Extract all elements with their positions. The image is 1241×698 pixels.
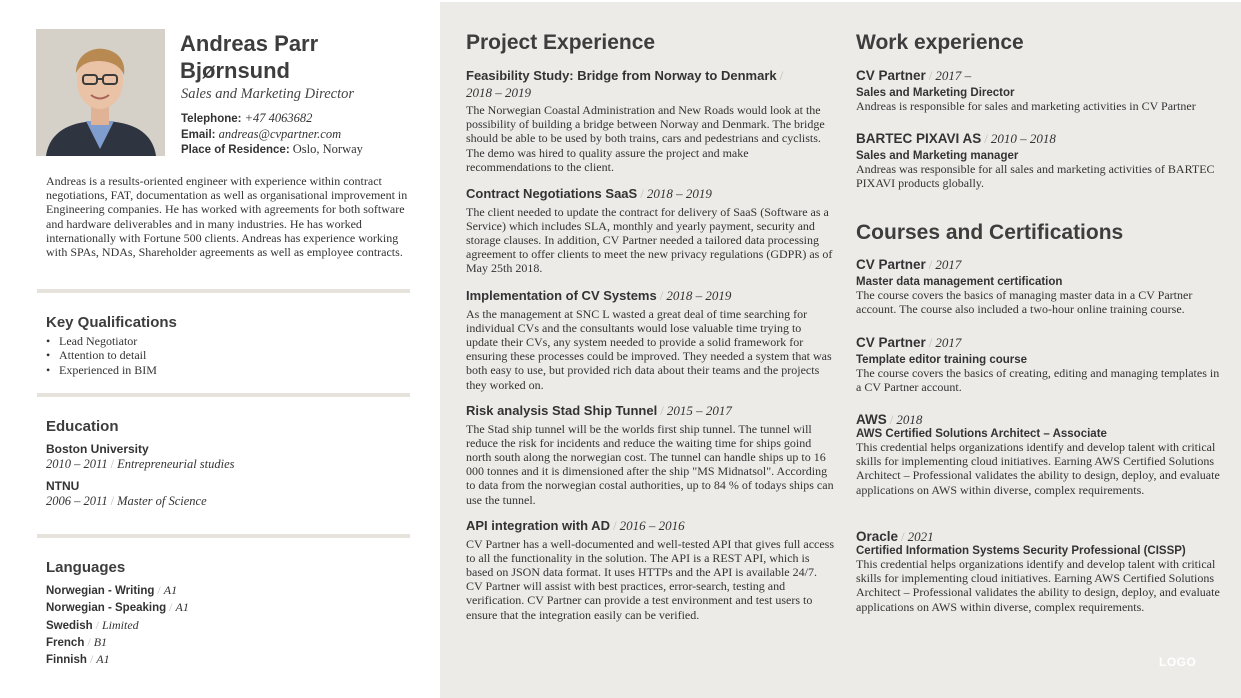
list-item: • Experienced in BIM — [46, 363, 157, 377]
contact-residence — [181, 142, 431, 157]
project-description: The Norwegian Coastal Administration and New Roads would look at the possibility of building a bridge between Norway and Denmark. The bridge should be able to be used by both trains, cars and pedestrians and cyclists. The demo was hired to quality assure the project and make recommendations to the client. — [466, 103, 825, 174]
language-name: Norwegian - Speaking — [46, 602, 167, 614]
work-description: Andreas is responsible for sales and marketing activities in CV Partner — [856, 99, 1196, 113]
course-year: 2021 — [907, 529, 934, 544]
course-org: Oracle — [856, 529, 899, 544]
course-name: Template editor training course — [856, 354, 1028, 366]
language-name: Norwegian - Writing — [46, 585, 155, 597]
languages-heading: Languages — [46, 559, 126, 576]
separator: / — [87, 635, 91, 649]
email-value[interactable]: andreas@cvpartner.com — [218, 127, 342, 141]
work-years: 2010 – 2018 — [990, 131, 1056, 146]
language-name: French — [46, 637, 85, 649]
separator: / — [612, 518, 617, 533]
separator: / — [640, 186, 644, 201]
courses-heading: Courses and Certifications — [856, 221, 1124, 244]
project-item — [466, 403, 834, 507]
separator: / — [659, 288, 664, 303]
separator: / — [95, 618, 99, 632]
project-item — [466, 186, 834, 276]
divider — [37, 289, 410, 293]
residence-label: Place of Residence: — [181, 144, 290, 156]
education-degree: Entrepreneurial studies — [117, 457, 235, 471]
contact-telephone — [181, 111, 431, 126]
course-org: AWS — [856, 412, 887, 427]
separator: / — [157, 583, 161, 597]
course-description: This credential helps organizations identify and develop talent with critical skills for implementing cloud initiatives. Earning AWS Certified Solutions Architect – Professional validates the ability to design, deploy, and evaluate applications on AWS within diverse, complex requirements. — [856, 557, 1220, 614]
project-description: CV Partner has a well-documented and well-tested API that gives full access to all the functionality in the solution. The API is a REST API, which is based on JSON data format. It uses HTTPs and the API is available 24/7. CV Partner will assist with best practices, error-search, testing and verification. CV Partner can provide a test environment and test users to ensure that the integration easily can be verified. — [466, 536, 835, 622]
project-title — [466, 68, 834, 101]
project-years: 2018 – 2019 — [666, 288, 732, 303]
telephone-value: +47 4063682 — [244, 111, 313, 125]
language-item — [46, 652, 110, 667]
separator: / — [110, 494, 115, 508]
course-year: 2017 — [935, 257, 962, 272]
education-detail — [46, 494, 207, 509]
language-level: Limited — [102, 618, 139, 632]
work-company: BARTEC PIXAVI AS — [856, 131, 982, 146]
project-years: 2018 – 2019 — [466, 84, 531, 100]
language-item — [46, 618, 139, 633]
company-logo: LOGO — [1159, 655, 1197, 669]
project-title — [466, 186, 834, 203]
separator: / — [889, 412, 894, 427]
course-item — [856, 257, 1226, 316]
key-qualifications-list — [46, 334, 157, 377]
education-years: 2006 – 2011 — [46, 494, 108, 508]
separator: / — [110, 457, 115, 471]
language-name: Swedish — [46, 620, 93, 632]
course-org: CV Partner — [856, 257, 926, 272]
separator: / — [89, 652, 94, 666]
profile-photo — [36, 29, 165, 156]
course-header — [856, 257, 1226, 273]
residence-value: Oslo, Norway — [292, 142, 363, 156]
course-description: The course covers the basics of creating, editing and managing templates in a CV Partner account. — [856, 366, 1220, 395]
list-item: • Lead Negotiator — [46, 334, 157, 348]
work-role: Sales and Marketing manager — [856, 150, 1019, 162]
course-description: The course covers the basics of managing master data in a CV Partner account. The course also included a two-hour online training course. — [856, 288, 1193, 317]
project-title — [466, 288, 834, 305]
project-years: 2018 – 2019 — [646, 186, 712, 201]
separator: / — [779, 68, 784, 83]
project-description: The client needed to update the contract for delivery of SaaS (Software as a Service) which includes SLA, monthly and yearly payment, security and storage clauses. In addition, CV Partner needed a tailored data processing agreement to offer clients to meet the new privacy regulations (GDPR) as of May 25th 2018. — [466, 204, 833, 276]
work-header — [856, 131, 1226, 147]
course-description: This credential helps organizations identify and develop talent with critical skills for implementing cloud initiatives. Earning AWS Certified Solutions Architect – Professional validates the ability to design, deploy, and evaluate applications on AWS within diverse, complex requirements. — [856, 440, 1220, 497]
project-years: 2016 – 2016 — [619, 518, 685, 533]
project-experience-heading: Project Experience — [466, 31, 656, 54]
education-degree: Master of Science — [117, 494, 207, 508]
course-name: Certified Information Systems Security Professional (CISSP) — [856, 545, 1186, 557]
project-name: API integration with AD — [466, 518, 610, 533]
work-experience-heading: Work experience — [856, 31, 1024, 54]
work-description: Andreas was responsible for all sales and marketing activities of BARTEC PIXAVI products globally. — [856, 162, 1215, 191]
language-level: A1 — [163, 583, 178, 597]
course-item — [856, 335, 1226, 394]
list-item: • Attention to detail — [46, 348, 157, 362]
work-item — [856, 131, 1226, 190]
work-role: Sales and Marketing Director — [856, 87, 1015, 99]
profile-summary: Andreas is a results-oriented engineer with experience within contract negotiations, FAT, documentation as well as organisational improvement in Engineering companies. He has worked with agreements for both software and hardware deliverables and in many industries. He has worked internationally with Fortune 500 clients. Andreas has experience working with SPAs, NDAs, Shareholder agreements as well as employee contracts. — [46, 174, 408, 260]
course-name: Master data management certification — [856, 276, 1063, 288]
language-name: Finnish — [46, 654, 87, 666]
contact-email — [181, 127, 431, 142]
project-item — [466, 518, 834, 622]
project-title — [466, 403, 834, 420]
profile-name: Andreas Parr Bjørnsund — [180, 31, 319, 83]
separator: / — [928, 257, 933, 272]
separator: / — [984, 131, 988, 146]
course-name: AWS Certified Solutions Architect – Associate — [856, 428, 1107, 440]
divider — [37, 393, 410, 397]
language-level: A1 — [175, 600, 189, 614]
project-item — [466, 288, 834, 392]
separator: / — [901, 529, 905, 544]
education-years: 2010 – 2011 — [46, 457, 108, 471]
education-detail — [46, 457, 235, 472]
course-header — [856, 412, 1226, 428]
separator: / — [660, 403, 664, 418]
work-item — [856, 68, 1226, 113]
work-years: 2017 – — [935, 68, 972, 83]
language-item — [46, 583, 177, 598]
project-description: As the management at SNC L wasted a great deal of time searching for individual CVs and the consultants would lose valuable time trying to update their CVs, any system needed to provide a solid framework for ensuring these processes could be improved. They needed a system that was both easy to use, but provided rich data about their teams and the projects they worked on. — [466, 306, 832, 392]
project-title — [466, 518, 834, 535]
language-level: B1 — [93, 635, 108, 649]
project-name: Feasibility Study: Bridge from Norway to Denmark — [466, 68, 777, 83]
language-item — [46, 635, 107, 650]
work-header — [856, 68, 1226, 84]
project-name: Risk analysis Stad Ship Tunnel — [466, 403, 658, 418]
project-name: Implementation of CV Systems — [466, 288, 657, 303]
profile-title: Sales and Marketing Director — [181, 86, 355, 102]
education-school: Boston University — [46, 442, 149, 456]
project-years: 2015 – 2017 — [666, 403, 732, 418]
separator: / — [928, 68, 933, 83]
course-item — [856, 412, 1226, 497]
project-name: Contract Negotiations SaaS — [466, 186, 638, 201]
email-label: Email: — [181, 129, 216, 141]
course-org: CV Partner — [856, 335, 926, 350]
course-header — [856, 335, 1226, 351]
project-description: The Stad ship tunnel will be the worlds first ship tunnel. The tunnel will reduce the risk for incidents and reduce the waiting time for ships goind north south along the norwegian cost. The tunnel can handle ships up to 16 000 tonnes and it is dimensioned after the ship "MS Midnatsol". According to data from the norwegian costal authorities, up to 84 % of todays ships can use the tunnel. — [466, 421, 834, 507]
education-heading: Education — [46, 418, 119, 435]
course-header — [856, 529, 1226, 545]
telephone-label: Telephone: — [181, 113, 242, 125]
course-year: 2017 — [935, 335, 962, 350]
separator: / — [928, 335, 933, 350]
project-item — [466, 68, 834, 174]
separator: / — [169, 600, 173, 614]
divider — [37, 534, 410, 538]
key-qualifications-heading: Key Qualifications — [46, 314, 177, 331]
course-year: 2018 — [896, 412, 923, 427]
language-level: A1 — [96, 652, 110, 666]
education-school: NTNU — [46, 479, 80, 493]
course-item — [856, 529, 1226, 614]
work-company: CV Partner — [856, 68, 926, 83]
language-item — [46, 600, 189, 615]
